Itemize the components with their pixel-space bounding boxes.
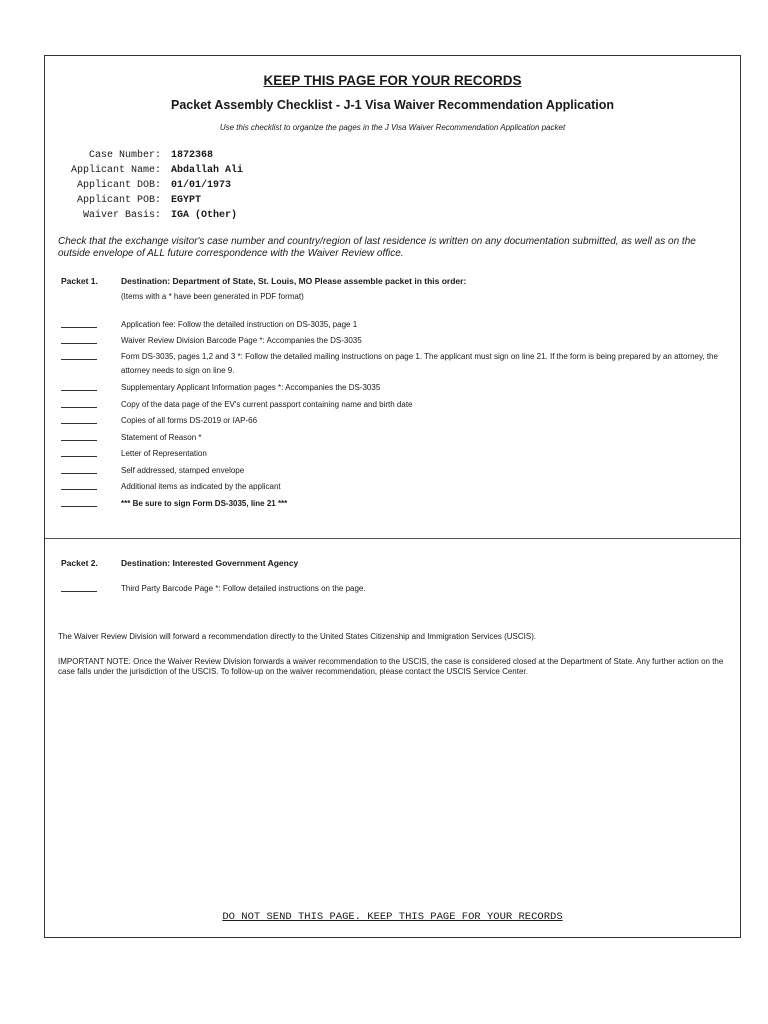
check-blank[interactable] — [61, 431, 97, 441]
checklist-item-text: Copy of the data page of the EV's current passport containing name and birth date — [121, 400, 413, 409]
checklist-item — [61, 497, 731, 511]
check-blank[interactable] — [61, 334, 97, 344]
checklist-item-text: Statement of Reason * — [121, 433, 202, 442]
check-blank[interactable] — [61, 414, 97, 424]
section-divider — [45, 538, 740, 539]
packet2-label: Packet 2. — [61, 558, 98, 568]
packet1-label: Packet 1. — [61, 276, 98, 286]
checklist-item — [61, 447, 731, 461]
case-info-row — [61, 193, 243, 208]
checklist-item-text: Third Party Barcode Page *: Follow detailed instructions on the page. — [121, 584, 366, 593]
checklist-item — [61, 334, 731, 348]
case-number-value: 1872368 — [171, 150, 214, 161]
packet2-destination: Destination: Interested Government Agency — [121, 558, 299, 568]
checklist-instruction: Use this checklist to organize the pages in the J Visa Waiver Recommendation Application packet — [219, 123, 566, 132]
check-blank[interactable] — [61, 582, 97, 592]
applicant-name-value: Abdallah Ali — [171, 165, 244, 176]
correspondence-notice: Check that the exchange visitor's case number and country/region of last residence is written on any documentation submitted, as well as on the outside envelope of ALL future correspondence with the Waiver Review office. — [58, 236, 696, 259]
packet1-destination: Destination: Department of State, St. Louis, MO Please assemble packet in this order: — [121, 276, 467, 286]
case-info-row — [61, 148, 243, 163]
packet1-note: (Items with a * have been generated in PDF format) — [121, 292, 304, 301]
checklist-item — [61, 431, 731, 445]
check-blank[interactable] — [61, 350, 97, 360]
checklist-item — [61, 582, 731, 596]
case-info-row — [61, 208, 243, 223]
checklist-item-text: Self addressed, stamped envelope — [121, 466, 245, 475]
checklist-item-text: Letter of Representation — [121, 449, 207, 458]
checklist-item — [61, 398, 731, 412]
checklist-item-text: Form DS-3035, pages 1,2 and 3 *: Follow the detailed mailing instructions on page 1. The applicant must sign on line 21. If the form is being prepared by an attorney, the attorney needs to sign on line 9. — [121, 352, 718, 375]
document-page — [44, 55, 741, 938]
check-blank[interactable] — [61, 464, 97, 474]
check-blank[interactable] — [61, 398, 97, 408]
check-blank[interactable] — [61, 381, 97, 391]
forward-note: The Waiver Review Division will forward a recommendation directly to the United States Citizenship and Immigration Services (USCIS). — [58, 632, 537, 641]
check-blank[interactable] — [61, 318, 97, 328]
checklist-item — [61, 381, 731, 395]
case-info — [61, 148, 243, 223]
applicant-name-label: Applicant Name: — [70, 165, 161, 176]
checklist-item-text: Waiver Review Division Barcode Page *: Accompanies the DS-3035 — [121, 336, 362, 345]
checklist-item-text: Additional items as indicated by the applicant — [121, 482, 281, 491]
checklist-item — [61, 350, 731, 378]
important-note: IMPORTANT NOTE: Once the Waiver Review Division forwards a waiver recommendation to the USCIS, the case is considered closed at the Department of State. Any further action on the case falls under the jurisdiction of the USCIS. To follow-up on the waiver recommendation, please contact the USCIS Service Center. — [58, 657, 724, 676]
case-info-row — [61, 163, 243, 178]
applicant-dob-value: 01/01/1973 — [171, 180, 232, 191]
applicant-pob-label: Applicant POB: — [76, 195, 161, 206]
checklist-item-text: Supplementary Applicant Information pages *: Accompanies the DS-3035 — [121, 383, 381, 392]
page-title: KEEP THIS PAGE FOR YOUR RECORDS — [263, 73, 522, 88]
case-number-label: Case Number: — [88, 150, 161, 161]
applicant-pob-value: EGYPT — [171, 195, 202, 206]
checklist-title: Packet Assembly Checklist - J-1 Visa Waiver Recommendation Application — [171, 98, 614, 112]
footer-notice: DO NOT SEND THIS PAGE. KEEP THIS PAGE FOR YOUR RECORDS — [222, 911, 563, 923]
check-blank[interactable] — [61, 447, 97, 457]
check-blank[interactable] — [61, 497, 97, 507]
checklist-item-text: *** Be sure to sign Form DS-3035, line 21 *** — [121, 499, 288, 508]
checklist-item — [61, 464, 731, 478]
waiver-basis-value: IGA (Other) — [171, 210, 238, 221]
checklist-item — [61, 414, 731, 428]
checklist-item — [61, 318, 731, 332]
check-blank[interactable] — [61, 480, 97, 490]
waiver-basis-label: Waiver Basis: — [82, 210, 161, 221]
checklist-item-text: Application fee: Follow the detailed instruction on DS-3035, page 1 — [121, 320, 358, 329]
applicant-dob-label: Applicant DOB: — [76, 180, 161, 191]
checklist-item-text: Copies of all forms DS-2019 or IAP-66 — [121, 416, 258, 425]
checklist-item — [61, 480, 731, 494]
case-info-row — [61, 178, 243, 193]
